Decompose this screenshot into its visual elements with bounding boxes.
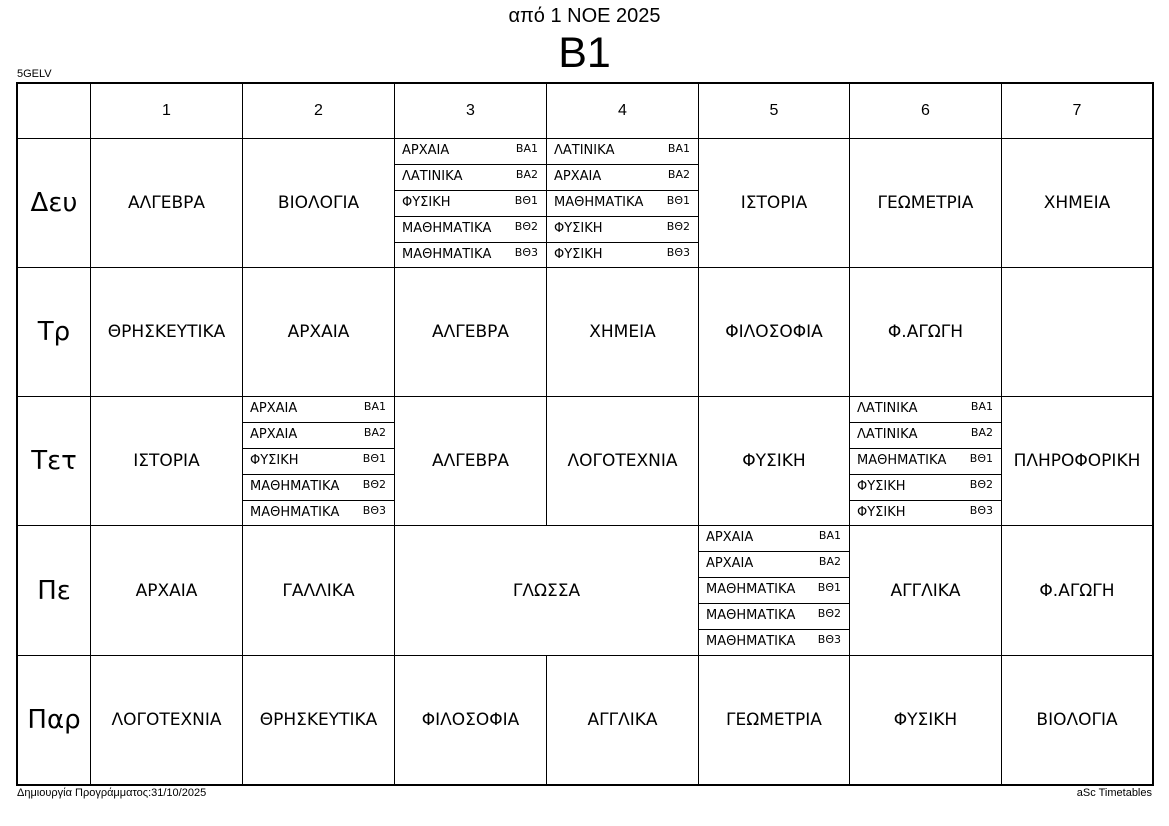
lesson-cell <box>850 268 1002 397</box>
group-code: ΒΘ2 <box>514 220 538 233</box>
group-code: ΒΘ2 <box>666 220 690 233</box>
group-code: ΒΘ1 <box>362 452 386 465</box>
lesson-cell <box>699 656 850 784</box>
group-code: ΒΘ1 <box>514 194 538 207</box>
group-lesson <box>547 243 698 269</box>
lesson-cell <box>243 397 395 526</box>
lesson-subject: ΑΓΓΛΙΚΑ <box>587 710 658 730</box>
group-lesson <box>395 139 546 165</box>
group-lesson <box>547 191 698 217</box>
group-lesson <box>547 165 698 191</box>
lesson-cell <box>850 397 1002 526</box>
group-code: ΒΘ1 <box>969 452 993 465</box>
group-code: ΒΘ3 <box>666 246 690 259</box>
period-header: 6 <box>850 84 1002 139</box>
lesson-subject: ΙΣΤΟΡΙΑ <box>740 193 808 213</box>
group-lesson <box>850 423 1001 449</box>
lesson-cell <box>395 526 699 656</box>
group-subject: ΜΑΘΗΜΑΤΙΚΑ <box>706 634 796 649</box>
group-lesson <box>850 397 1001 423</box>
lesson-cell <box>1002 139 1152 268</box>
lesson-cell <box>91 656 243 784</box>
lesson-subject: ΧΗΜΕΙΑ <box>1043 193 1111 213</box>
group-code: ΒΑ2 <box>515 168 538 181</box>
group-subject: ΜΑΘΗΜΑΤΙΚΑ <box>706 582 796 597</box>
corner-cell <box>18 84 91 139</box>
group-code: ΒΘ1 <box>817 581 841 594</box>
lesson-cell <box>1002 656 1152 784</box>
group-subject: ΑΡΧΑΙΑ <box>402 143 450 158</box>
group-subject: ΑΡΧΑΙΑ <box>554 169 602 184</box>
group-subject: ΑΡΧΑΙΑ <box>250 401 298 416</box>
group-lesson <box>395 165 546 191</box>
day-label: Δευ <box>18 139 91 268</box>
lesson-subject: ΦΥΣΙΚΗ <box>893 710 958 730</box>
period-header: 7 <box>1002 84 1152 139</box>
lesson-cell <box>1002 268 1152 397</box>
lesson-subject: ΓΕΩΜΕΤΡΙΑ <box>877 193 974 213</box>
group-subject: ΦΥΣΙΚΗ <box>554 221 603 236</box>
group-code: ΒΑ2 <box>363 426 386 439</box>
lesson-subject: ΠΛΗΡΟΦΟΡΙΚΗ <box>1013 451 1141 471</box>
lesson-subject: Φ.ΑΓΩΓΗ <box>887 322 964 342</box>
group-lesson <box>395 191 546 217</box>
lesson-cell <box>850 139 1002 268</box>
group-subject: ΑΡΧΑΙΑ <box>250 427 298 442</box>
lesson-cell <box>547 139 699 268</box>
lesson-subject: ΓΑΛΛΙΚΑ <box>282 580 355 601</box>
group-code: ΒΘ2 <box>817 607 841 620</box>
lesson-subject: ΦΥΣΙΚΗ <box>742 451 806 471</box>
group-lesson <box>395 217 546 243</box>
group-lesson <box>243 449 394 475</box>
group-subject: ΑΡΧΑΙΑ <box>706 530 754 545</box>
lesson-subject: ΛΟΓΟΤΕΧΝΙΑ <box>111 710 222 730</box>
group-lesson <box>243 397 394 423</box>
lesson-cell <box>850 656 1002 784</box>
group-code: ΒΑ2 <box>667 168 690 181</box>
group-lesson <box>699 604 849 630</box>
group-code: ΒΘ3 <box>514 246 538 259</box>
group-lesson <box>395 243 546 269</box>
lesson-cell <box>395 139 547 268</box>
group-code: ΒΘ1 <box>666 194 690 207</box>
lesson-subject: ΒΙΟΛΟΓΙΑ <box>277 193 360 213</box>
lesson-cell <box>547 656 699 784</box>
group-lesson <box>547 139 698 165</box>
group-lesson <box>699 630 849 656</box>
lesson-subject: ΦΙΛΟΣΟΦΙΑ <box>421 710 520 730</box>
lesson-subject: ΘΡΗΣΚΕΥΤΙΚΑ <box>107 322 226 342</box>
timetable-grid <box>16 82 1154 786</box>
group-code: ΒΘ3 <box>817 633 841 646</box>
group-code: ΒΑ1 <box>667 142 690 155</box>
group-code: ΒΘ2 <box>969 478 993 491</box>
creation-date: Δημιουργία Προγράμματος:31/10/2025 <box>17 787 207 799</box>
day-label: Τρ <box>18 268 91 397</box>
group-subject: ΛΑΤΙΝΙΚΑ <box>402 169 463 184</box>
group-code: ΒΑ2 <box>818 555 841 568</box>
group-subject: ΜΑΘΗΜΑΤΙΚΑ <box>250 505 340 520</box>
lesson-cell <box>91 139 243 268</box>
lesson-cell <box>243 526 395 656</box>
group-lesson <box>699 526 849 552</box>
lesson-subject: ΑΛΓΕΒΡΑ <box>431 322 509 342</box>
group-subject: ΦΥΣΙΚΗ <box>857 505 906 520</box>
group-code: ΒΑ2 <box>970 426 993 439</box>
group-subject: ΜΑΘΗΜΑΤΙΚΑ <box>402 221 492 236</box>
group-lesson <box>243 475 394 501</box>
lesson-cell <box>243 268 395 397</box>
school-code: 5GELV <box>17 68 52 80</box>
group-lesson <box>699 578 849 604</box>
lesson-subject: ΓΛΩΣΣΑ <box>512 580 581 601</box>
day-label: Τετ <box>18 397 91 526</box>
lesson-cell <box>91 526 243 656</box>
lesson-cell <box>699 397 850 526</box>
lesson-cell <box>243 656 395 784</box>
lesson-subject: Φ.ΑΓΩΓΗ <box>1039 580 1115 601</box>
class-title: B1 <box>558 29 611 77</box>
lesson-cell <box>1002 397 1152 526</box>
group-lesson <box>850 449 1001 475</box>
lesson-cell <box>699 268 850 397</box>
group-subject: ΦΥΣΙΚΗ <box>554 247 603 262</box>
lesson-subject: ΑΓΓΛΙΚΑ <box>890 580 961 601</box>
lesson-subject: ΓΕΩΜΕΤΡΙΑ <box>726 710 822 730</box>
group-subject: ΑΡΧΑΙΑ <box>706 556 754 571</box>
lesson-subject: ΑΡΧΑΙΑ <box>135 580 198 601</box>
group-code: ΒΑ1 <box>818 529 841 542</box>
lesson-subject: ΦΙΛΟΣΟΦΙΑ <box>725 322 823 342</box>
lesson-cell <box>395 397 547 526</box>
group-lesson <box>243 501 394 527</box>
group-subject: ΜΑΘΗΜΑΤΙΚΑ <box>554 195 644 210</box>
lesson-cell <box>1002 526 1152 656</box>
group-subject: ΦΥΣΙΚΗ <box>250 453 299 468</box>
lesson-cell <box>91 268 243 397</box>
group-lesson <box>547 217 698 243</box>
group-lesson <box>243 423 394 449</box>
group-subject: ΛΑΤΙΝΙΚΑ <box>554 143 615 158</box>
period-header: 3 <box>395 84 547 139</box>
lesson-cell <box>243 139 395 268</box>
lesson-subject: ΒΙΟΛΟΓΙΑ <box>1036 710 1118 730</box>
group-code: ΒΑ1 <box>363 400 386 413</box>
group-code: ΒΘ2 <box>362 478 386 491</box>
lesson-subject: ΙΣΤΟΡΙΑ <box>133 451 200 471</box>
lesson-cell <box>547 268 699 397</box>
group-code: ΒΑ1 <box>515 142 538 155</box>
period-header: 4 <box>547 84 699 139</box>
day-label: Πε <box>18 526 91 656</box>
day-label: Παρ <box>18 656 91 784</box>
group-lesson <box>850 475 1001 501</box>
lesson-cell <box>547 397 699 526</box>
group-code: ΒΘ3 <box>362 504 386 517</box>
group-subject: ΜΑΘΗΜΑΤΙΚΑ <box>250 479 340 494</box>
group-subject: ΜΑΘΗΜΑΤΙΚΑ <box>706 608 796 623</box>
group-subject: ΜΑΘΗΜΑΤΙΚΑ <box>402 247 492 262</box>
group-subject: ΛΑΤΙΝΙΚΑ <box>857 401 918 416</box>
group-lesson <box>850 501 1001 527</box>
lesson-cell <box>91 397 243 526</box>
group-subject: ΜΑΘΗΜΑΤΙΚΑ <box>857 453 947 468</box>
lesson-subject: ΑΛΓΕΒΡΑ <box>127 193 205 213</box>
software-credit: aSc Timetables <box>1076 787 1152 799</box>
group-lesson <box>699 552 849 578</box>
lesson-cell <box>699 526 850 656</box>
lesson-subject: ΧΗΜΕΙΑ <box>589 322 656 342</box>
period-header: 2 <box>243 84 395 139</box>
group-subject: ΛΑΤΙΝΙΚΑ <box>857 427 918 442</box>
lesson-cell <box>395 656 547 784</box>
lesson-cell <box>395 268 547 397</box>
period-header: 1 <box>91 84 243 139</box>
group-subject: ΦΥΣΙΚΗ <box>857 479 906 494</box>
timetable-subtitle: από 1 ΝΟΕ 2025 <box>508 5 661 27</box>
group-subject: ΦΥΣΙΚΗ <box>402 195 451 210</box>
lesson-subject: ΑΛΓΕΒΡΑ <box>431 451 509 471</box>
lesson-cell <box>699 139 850 268</box>
group-code: ΒΑ1 <box>970 400 993 413</box>
lesson-subject: ΛΟΓΟΤΕΧΝΙΑ <box>567 451 678 471</box>
group-code: ΒΘ3 <box>969 504 993 517</box>
lesson-subject: ΘΡΗΣΚΕΥΤΙΚΑ <box>259 710 378 730</box>
lesson-subject: ΑΡΧΑΙΑ <box>287 322 350 342</box>
lesson-cell <box>850 526 1002 656</box>
period-header: 5 <box>699 84 850 139</box>
